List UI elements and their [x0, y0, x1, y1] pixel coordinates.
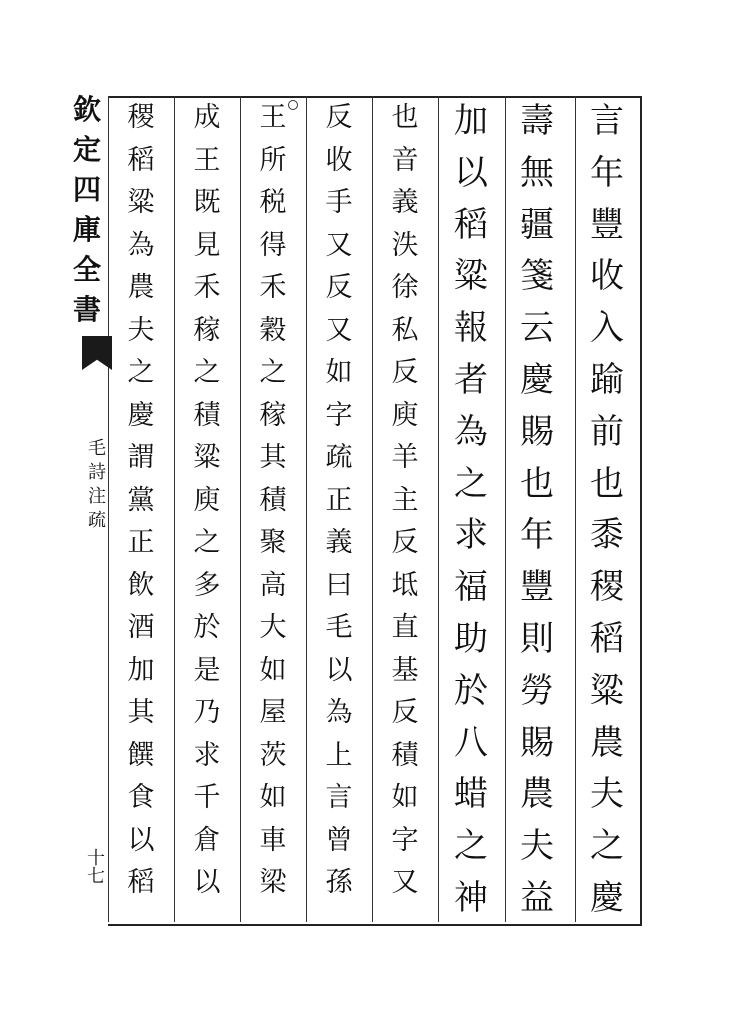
text-character: 農	[127, 272, 155, 303]
column-rule	[306, 96, 307, 922]
title-character: 書	[72, 293, 101, 326]
text-character: 益	[520, 877, 554, 918]
text-character: 反	[391, 527, 419, 558]
folio-number	[84, 850, 108, 886]
text-character: 者	[454, 359, 488, 400]
text-character: 得	[259, 229, 287, 261]
text-character: 倉	[193, 824, 221, 856]
text-character: 徐	[391, 272, 419, 303]
text-character: 壽	[520, 101, 554, 141]
text-character: 曰	[325, 569, 353, 601]
text-character: 入	[590, 308, 624, 349]
text-character: 主	[391, 484, 419, 516]
text-character: 泆	[391, 229, 419, 261]
text-character: 反	[325, 272, 353, 303]
text-column-2	[514, 101, 560, 933]
text-character: 求	[193, 739, 221, 771]
text-character: 如	[325, 357, 353, 388]
text-character: 義	[391, 187, 419, 218]
text-character: 言	[590, 101, 624, 141]
text-character: 如	[391, 782, 419, 813]
text-character: 豐	[590, 204, 624, 245]
folio-character: 十	[87, 848, 105, 869]
text-character: 梁	[259, 867, 287, 898]
text-character: 之	[193, 357, 221, 388]
title-character: 庫	[72, 213, 101, 246]
text-character: 稻	[590, 618, 624, 659]
text-character: 之	[454, 463, 488, 504]
text-character: 疆	[520, 204, 554, 245]
text-character: 是	[193, 654, 221, 686]
text-character: 加	[127, 654, 155, 686]
text-character: 以	[193, 867, 221, 898]
text-character: 聚	[259, 527, 287, 558]
text-character: 八	[454, 722, 488, 763]
text-character: 私	[391, 314, 419, 346]
text-column-8	[118, 104, 164, 912]
text-column-6	[250, 104, 296, 912]
text-character: 無	[520, 152, 554, 193]
text-character: 千	[193, 782, 221, 813]
section-character: 疏	[88, 510, 106, 531]
text-character: 慶	[590, 877, 624, 918]
title-character: 全	[72, 253, 101, 286]
text-column-5	[316, 104, 362, 912]
text-character: 豐	[520, 567, 554, 608]
text-character: 黍	[590, 515, 624, 556]
text-character: 稷	[590, 567, 624, 608]
text-character: 則	[520, 618, 554, 659]
column-rule	[505, 96, 506, 922]
text-character: 高	[259, 569, 287, 601]
text-character: 見	[193, 229, 221, 261]
text-character: 為	[127, 229, 155, 261]
text-character: 曾	[325, 824, 353, 856]
text-character: 正	[325, 484, 353, 516]
title-character: 欽	[72, 93, 101, 126]
text-character: 也	[590, 463, 624, 504]
text-character: 粱	[590, 670, 624, 711]
section-title	[86, 440, 108, 536]
text-character: 所	[259, 144, 287, 176]
text-character: 加	[454, 101, 488, 141]
text-character: 積	[391, 739, 419, 771]
text-character: 手	[325, 187, 353, 218]
text-character: 稻	[127, 144, 155, 176]
text-character: 又	[325, 229, 353, 261]
text-character: 反	[325, 102, 353, 133]
text-character: 於	[454, 670, 488, 711]
text-character: 其	[127, 697, 155, 728]
text-character: 為	[454, 411, 488, 452]
text-character: 神	[454, 877, 488, 918]
title-character: 定	[72, 133, 101, 166]
section-character: 毛	[88, 438, 106, 459]
fishtail-mark-icon	[82, 336, 112, 370]
text-character: 基	[391, 654, 419, 686]
text-column-7	[184, 104, 230, 912]
column-rule	[438, 96, 439, 922]
text-character: 賜	[520, 722, 554, 763]
column-rule	[372, 96, 373, 922]
text-character: 收	[325, 144, 353, 176]
text-character: 粱	[193, 442, 221, 473]
text-character: 又	[325, 314, 353, 346]
text-character: 食	[127, 782, 155, 813]
text-character: 以	[127, 824, 155, 856]
text-character: 屋	[259, 697, 287, 728]
text-character: 羊	[391, 442, 419, 473]
text-character: 以	[325, 654, 353, 686]
text-character: 夫	[520, 826, 554, 867]
text-character: 其	[259, 442, 287, 473]
text-character: 多	[193, 569, 221, 601]
text-character: 既	[193, 187, 221, 218]
text-character: 字	[391, 824, 419, 856]
text-character: 勞	[520, 670, 554, 711]
text-character: 積	[259, 484, 287, 516]
text-character: 也	[391, 102, 419, 133]
text-character: 箋	[520, 256, 554, 297]
text-character: 飲	[127, 569, 155, 601]
text-column-1	[584, 101, 630, 933]
text-character: 酒	[127, 612, 155, 643]
text-character: 福	[454, 567, 488, 608]
text-character: 饌	[127, 739, 155, 771]
text-character: 賜	[520, 411, 554, 452]
text-character: 庾	[391, 399, 419, 431]
text-character: 蜡	[454, 774, 488, 815]
text-character: 求	[454, 515, 488, 556]
text-character: 又	[391, 867, 419, 898]
text-character: 粱	[127, 187, 155, 218]
text-character: 反	[391, 697, 419, 728]
folio-character: 七	[87, 866, 105, 887]
text-character: 於	[193, 612, 221, 643]
text-character: 之	[590, 826, 624, 867]
text-character: 王	[193, 144, 221, 176]
text-character: 上	[325, 739, 353, 771]
column-rule	[174, 96, 175, 922]
text-character: 王	[259, 102, 287, 133]
text-character: 慶	[520, 359, 554, 400]
book-title	[70, 93, 104, 336]
text-character: 稷	[127, 102, 155, 133]
text-character: 前	[590, 411, 624, 452]
text-character: 也	[520, 463, 554, 504]
text-character: 穀	[259, 314, 287, 346]
text-character: 黨	[127, 484, 155, 516]
text-character: 助	[454, 618, 488, 659]
text-character: 之	[193, 527, 221, 558]
text-character: 年	[590, 152, 624, 193]
text-character: 茨	[259, 739, 287, 771]
text-character: 謂	[127, 442, 155, 473]
text-character: 車	[259, 824, 287, 856]
text-character: 禾	[193, 272, 221, 303]
text-character: 毛	[325, 612, 353, 643]
text-character: 反	[391, 357, 419, 388]
text-column-4	[382, 104, 428, 912]
text-character: 禾	[259, 272, 287, 303]
text-character: 之	[127, 357, 155, 388]
text-character: 收	[590, 256, 624, 297]
text-character: 税	[259, 187, 287, 218]
text-character: 言	[325, 782, 353, 813]
section-character: 詩	[88, 462, 106, 483]
text-character: 農	[520, 774, 554, 815]
title-character: 四	[72, 173, 101, 206]
text-character: 報	[454, 308, 488, 349]
text-character: 義	[325, 527, 353, 558]
text-character: 孫	[325, 867, 353, 898]
text-character: 正	[127, 527, 155, 558]
text-character: 積	[193, 399, 221, 431]
text-character: 年	[520, 515, 554, 556]
text-character: 夫	[127, 314, 155, 346]
text-character: 稼	[193, 314, 221, 346]
text-character: 稻	[454, 204, 488, 245]
section-character: 注	[88, 486, 106, 507]
text-character: 夫	[590, 774, 624, 815]
text-character: 稻	[127, 867, 155, 898]
text-character: 大	[259, 612, 287, 643]
text-character: 如	[259, 654, 287, 686]
text-character: 粱	[454, 256, 488, 297]
text-character: 直	[391, 612, 419, 643]
text-character: 如	[259, 782, 287, 813]
text-character: 之	[454, 826, 488, 867]
text-character: 成	[193, 102, 221, 133]
text-character: 為	[325, 697, 353, 728]
text-character: 踰	[590, 359, 624, 400]
text-character: 音	[391, 144, 419, 176]
column-rule	[108, 96, 109, 922]
column-rule	[240, 96, 241, 922]
text-character: 之	[259, 357, 287, 388]
text-character: 疏	[325, 442, 353, 473]
text-character: 稼	[259, 399, 287, 431]
text-character: 字	[325, 399, 353, 431]
text-character: 以	[454, 152, 488, 193]
text-character: 庾	[193, 484, 221, 516]
text-character: 云	[520, 308, 554, 349]
text-character: 乃	[193, 697, 221, 728]
text-column-3	[448, 101, 494, 933]
text-character: 坻	[391, 569, 419, 601]
text-character: 農	[590, 722, 624, 763]
column-rule	[575, 96, 576, 922]
text-character: 慶	[127, 399, 155, 431]
